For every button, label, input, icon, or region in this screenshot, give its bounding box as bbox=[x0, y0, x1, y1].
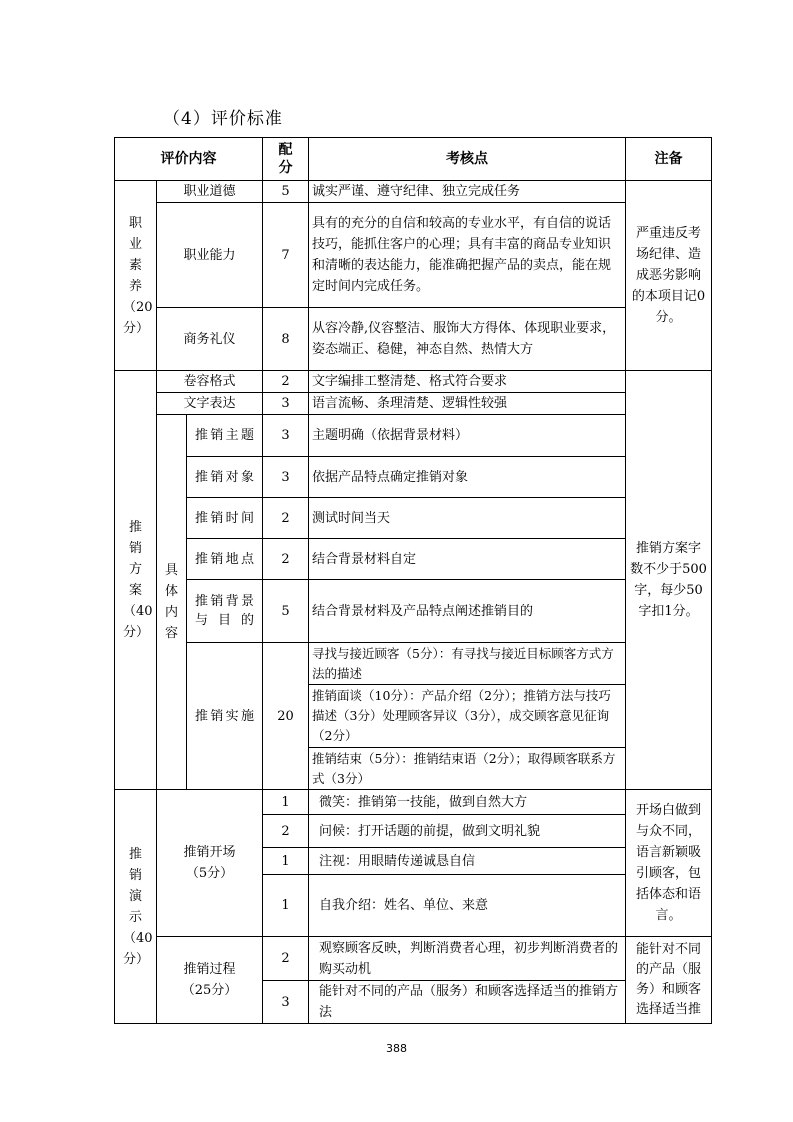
table-row bbox=[115, 181, 712, 203]
sub-item: 推销时间 bbox=[187, 498, 263, 539]
row-score: 3 bbox=[263, 415, 309, 457]
header-note: 注备 bbox=[626, 138, 712, 181]
sec3-open-note: 开场白做到与众不同，语言新颖吸引顾客，包括体态和语言。 bbox=[626, 790, 712, 937]
row-points: 注视：用眼睛传递诚恳自信 bbox=[309, 848, 626, 875]
sub-item: 推销地点 bbox=[187, 539, 263, 580]
sec1-note: 严重违反考场纪律、造成恶劣影响的本项目记0分。 bbox=[626, 181, 712, 371]
sub-item: 推销主题 bbox=[187, 415, 263, 457]
row-points: 推销结束（5分）：推销结束语（2分）；取得顾客联系方式（3分） bbox=[309, 748, 626, 790]
table-row bbox=[115, 308, 712, 371]
evaluation-table bbox=[114, 137, 712, 1024]
row-points: 文字编排工整清楚、格式符合要求 bbox=[309, 371, 626, 393]
header-score: 配分 bbox=[263, 138, 309, 181]
sec3-label: 推销演示（40分） bbox=[115, 790, 157, 1024]
table-row bbox=[115, 203, 712, 308]
row-points: 主题明确（依据背景材料） bbox=[309, 415, 626, 457]
sub-item: 推销对象 bbox=[187, 457, 263, 498]
row-score: 1 bbox=[263, 875, 309, 937]
row-points: 具有的充分的自信和较高的专业水平，有自信的说话技巧，能抓住客户的心理；具有丰富的商品专业知识和清晰的表达能力，能准确把握产品的卖点，能在规定时间内完成任务。 bbox=[309, 203, 626, 308]
row-score: 2 bbox=[263, 371, 309, 393]
process-item: 推销过程（25分） bbox=[157, 937, 263, 1024]
row-points: 结合背景材料自定 bbox=[309, 539, 626, 580]
row-points: 语言流畅、条理清楚、逻辑性较强 bbox=[309, 393, 626, 415]
row-score: 20 bbox=[263, 643, 309, 790]
row-points: 寻找与接近顾客（5分）：有寻找与接近目标顾客方式方法的描述 bbox=[309, 643, 626, 685]
row-score: 7 bbox=[263, 203, 309, 308]
row-score: 3 bbox=[263, 393, 309, 415]
section-title: （4）评价标准 bbox=[163, 109, 283, 129]
row-score: 2 bbox=[263, 815, 309, 848]
page-number: 388 bbox=[386, 1042, 407, 1055]
group-label: 具体内容 bbox=[157, 415, 187, 790]
row-points: 微笑：推销第一技能，做到自然大方 bbox=[309, 790, 626, 815]
header-points: 考核点 bbox=[309, 138, 626, 181]
row-item: 文字表达 bbox=[157, 393, 263, 415]
row-score: 8 bbox=[263, 308, 309, 371]
table-row bbox=[115, 937, 712, 981]
table-row bbox=[115, 580, 712, 643]
table-row bbox=[115, 498, 712, 539]
row-item: 卷容格式 bbox=[157, 371, 263, 393]
row-points: 能针对不同的产品（服务）和顾客选择适当的推销方法 bbox=[309, 981, 626, 1024]
table-row bbox=[115, 539, 712, 580]
table-row bbox=[115, 415, 712, 457]
row-points: 结合背景材料及产品特点阐述推销目的 bbox=[309, 580, 626, 643]
row-points: 问候：打开话题的前提，做到文明礼貌 bbox=[309, 815, 626, 848]
table-row bbox=[115, 457, 712, 498]
sub-item: 推销背景与目的 bbox=[187, 580, 263, 643]
row-score: 2 bbox=[263, 498, 309, 539]
sec2-note: 推销方案字数不少于500字，每少50字扣1分。 bbox=[626, 371, 712, 790]
row-points: 从容冷静,仪容整洁、服饰大方得体、体现职业要求，姿态端正、稳健，神态自然、热情大方 bbox=[309, 308, 626, 371]
header-row bbox=[115, 138, 712, 181]
row-points: 观察顾客反映，判断消费者心理，初步判断消费者的购买动机 bbox=[309, 937, 626, 981]
row-score: 3 bbox=[263, 981, 309, 1024]
open-item: 推销开场（5分） bbox=[157, 790, 263, 937]
row-item: 职业道德 bbox=[157, 181, 263, 203]
row-score: 2 bbox=[263, 937, 309, 981]
row-points: 诚实严谨、遵守纪律、独立完成任务 bbox=[309, 181, 626, 203]
table-row bbox=[115, 790, 712, 815]
row-score: 3 bbox=[263, 457, 309, 498]
sec3-process-note: 能针对不同的产品（服务）和顾客选择适当推 bbox=[626, 937, 712, 1024]
row-score: 2 bbox=[263, 539, 309, 580]
table-row bbox=[115, 643, 712, 685]
row-score: 5 bbox=[263, 181, 309, 203]
sub-item: 推销实施 bbox=[187, 643, 263, 790]
row-points: 依据产品特点确定推销对象 bbox=[309, 457, 626, 498]
table-row bbox=[115, 393, 712, 415]
row-points: 自我介绍：姓名、单位、来意 bbox=[309, 875, 626, 937]
row-score: 1 bbox=[263, 790, 309, 815]
sec2-label: 推销方案（40分） bbox=[115, 371, 157, 790]
table-row bbox=[115, 371, 712, 393]
row-score: 1 bbox=[263, 848, 309, 875]
row-item: 职业能力 bbox=[157, 203, 263, 308]
row-score: 5 bbox=[263, 580, 309, 643]
header-content: 评价内容 bbox=[115, 138, 263, 181]
sec1-label: 职业素养（20分） bbox=[115, 181, 157, 371]
row-item: 商务礼仪 bbox=[157, 308, 263, 371]
row-points: 测试时间当天 bbox=[309, 498, 626, 539]
row-points: 推销面谈（10分）：产品介绍（2分）；推销方法与技巧描述（3分）处理顾客异议（3分），成交顾客意见征询（2分） bbox=[309, 685, 626, 748]
